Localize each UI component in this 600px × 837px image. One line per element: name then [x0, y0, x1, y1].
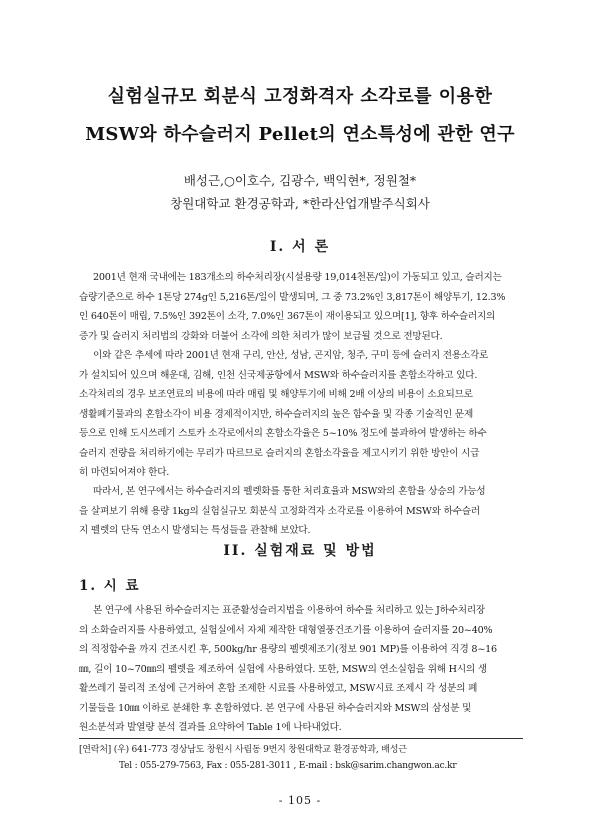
paper-title-line2: MSW와 하수슬러지 Pellet의 연소특성에 관한 연구 [85, 124, 515, 145]
text-line: 슬러지 전량을 처리하기에는 무리가 따르므로 슬러지의 혼합소각율을 제고시키기 위한 방안이 시급 [79, 447, 480, 459]
text-line: 생활폐기물과의 혼합소각이 비용 경제적이지만, 하수슬러지의 높은 함수율 및 각종 기술적인 문제 [79, 408, 474, 420]
footnote-divider [79, 738, 523, 739]
text-line: 본 연구에 사용된 하수슬러지는 표준활성슬러지법을 이용하여 하수를 처리하고 있는 J하수처리장 [93, 605, 485, 616]
paper-title-line1: 실험실규모 회분식 고정화격자 소각로를 이용한 [107, 86, 493, 107]
text-line: 지 펠렛의 단독 연소시 발생되는 특성들을 관찰해 보았다. [79, 525, 311, 536]
text-line: 가 설치되어 있으며 해운대, 김해, 인천 신국제공항에서 MSW와 하수슬러지를 혼합소각하고 있다. [79, 369, 478, 381]
materials-paragraph [79, 601, 521, 738]
author-list: 배성근,○이호수, 김광수, 백익현*, 정원철* [183, 173, 417, 188]
text-line: 2001년 현재 국내에는 183개소의 하수처리장(시설용량 19,014천톤/일)이 가동되고 있고, 슬러지는 [93, 272, 502, 283]
text-line: 소각처리의 경우 보조연료의 비용에 따라 매립 및 해양투기에 비해 2배 이상의 비용이 소요되므로 [79, 389, 473, 400]
section-heading-introduction: I. 서 론 [269, 239, 331, 255]
text-line: 의 적정함수율 까지 건조시킨 후, 500kg/hr 용량의 펠렛제조기(정보 901 MP)를 이용하여 직경 8~16 [79, 644, 497, 655]
text-line: ㎜, 길이 10~70㎜의 펠렛을 제조하여 실험에 사용하였다. 또한, MSW의 연소실험을 위해 H시의 생 [79, 663, 487, 675]
text-line: 이와 같은 추세에 따라 2001년 현재 구리, 안산, 성남, 곤지암, 청주, 구미 등에 슬러지 전용소각로 [93, 350, 489, 361]
text-line: 습량기준으로 하수 1톤당 274g인 5,216톤/일이 발생되며, 그 중 73.2%인 3,817톤이 해양투기, 12.3% [79, 291, 506, 303]
footnote-contact-phone-email: Tel : 055-279-7563, Fax : 055-281-3011 , E-mail : bsk@sarim.changwon.ac.kr [119, 761, 457, 771]
text-line: 을 살펴보기 위해 용량 1kg의 실험실규모 회분식 고정화격자 소각로를 이용하여 MSW와 하수슬러 [79, 505, 480, 517]
intro-paragraph-1 [79, 268, 521, 346]
subsection-heading-materials: 1. 시 료 [79, 578, 141, 594]
text-line: 히 마련되어져야 한다. [79, 467, 170, 478]
text-line: 인 640톤이 매립, 7.5%인 392톤이 소각, 7.0%인 367톤이 재이용되고 있으며[1], 향후 하수슬러지의 [79, 311, 496, 322]
footnote-contact-address: [연락처] (우) 641-773 경상남도 창원시 사림동 9번지 창원대학교 환경공학과, 배성근 [79, 745, 407, 755]
text-line: 의 소화슬러지를 사용하였고, 실험실에서 자체 제작한 대형열풍건조기를 이용하여 슬러지를 20~40% [79, 624, 493, 636]
page-number: - 105 - [278, 794, 322, 807]
affiliation: 창원대학교 환경공학과, *한라산업개발주식회사 [170, 196, 430, 211]
text-line: 증가 및 슬러지 처리법의 강화와 더불어 소각에 의한 처리가 많이 보급될 것으로 전망된다. [79, 330, 443, 342]
text-line: 따라서, 본 연구에서는 하수슬러지의 펠렛화를 통한 처리효율과 MSW와의 혼합율 상승의 가능성 [93, 486, 486, 497]
section-heading-methods: II. 실험재료 및 방법 [223, 543, 377, 559]
text-line: 원소분석과 발열량 분석 결과를 요약하여 Table 1에 나타내었다. [79, 722, 342, 733]
text-line: 활쓰레기 물리적 조성에 근거하여 혼합 조제한 시료를 사용하였고, MSW시료 조제시 각 성분의 폐 [79, 683, 478, 694]
text-line: 기물들을 10㎜ 이하로 분쇄한 후 혼합하였다. 본 연구에 사용된 하수슬러지와 MSW의 삼성분 및 [79, 702, 472, 714]
intro-paragraph-2 [79, 346, 521, 483]
text-line: 등으로 인해 도시쓰레기 스토카 소각로에서의 혼합소각율은 5~10% 정도에 불과하여 발생하는 하수 [79, 428, 487, 439]
intro-paragraph-3 [79, 482, 521, 541]
